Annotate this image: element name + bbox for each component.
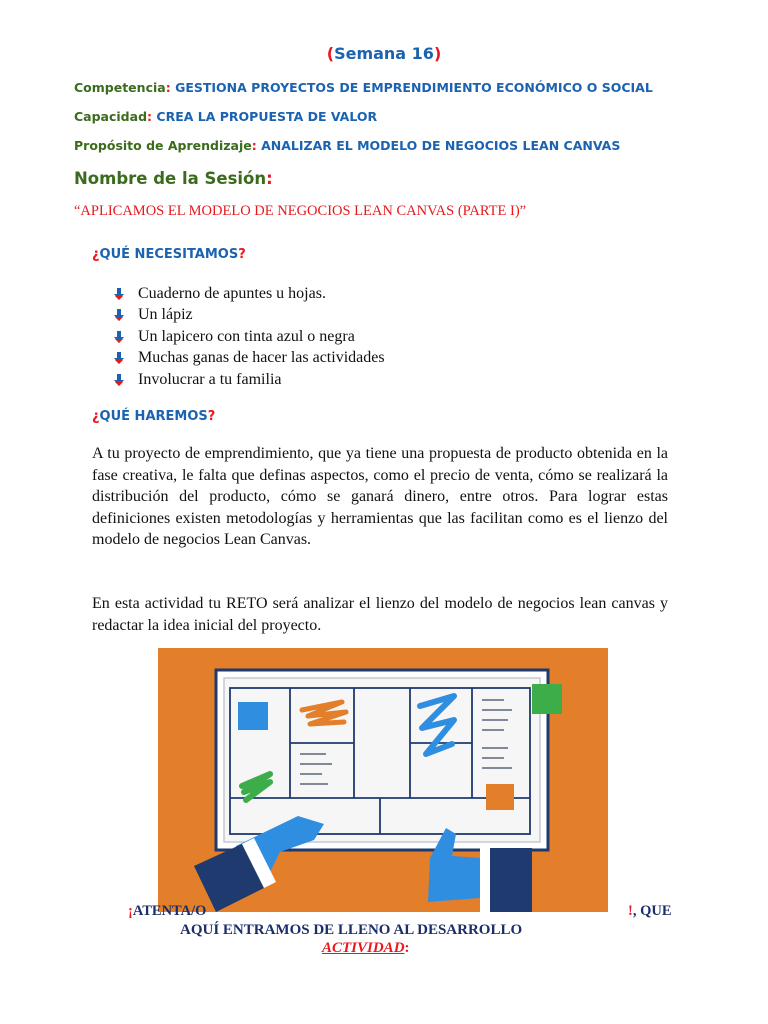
arrow-bullet-icon: [112, 351, 126, 365]
list-item: [112, 369, 385, 391]
do-close-mark: ?: [207, 409, 216, 424]
capacidad-colon: :: [147, 109, 153, 124]
lean-canvas-board-illustration: [158, 648, 608, 912]
do-open-mark: ¿: [92, 409, 100, 424]
cta-left-text: ATENTA/O: [132, 903, 207, 919]
competencia-value: GESTIONA PROYECTOS DE EMPRENDIMIENTO ECONÓMICO O SOCIAL: [175, 80, 653, 95]
capacidad-value: CREA LA PROPUESTA DE VALOR: [156, 109, 378, 124]
need-heading: [92, 247, 246, 262]
session-heading: [74, 169, 273, 188]
proposito-label: Propósito de Aprendizaje: [74, 138, 252, 153]
competencia-colon: :: [165, 80, 171, 95]
list-item: [112, 305, 385, 327]
need-heading-text: QUÉ NECESITAMOS: [99, 247, 239, 262]
list-item-text: Un lápiz: [138, 306, 193, 324]
session-heading-text: Nombre de la Sesión: [74, 169, 267, 188]
arrow-bullet-icon: [112, 308, 126, 322]
do-heading-text: QUÉ HAREMOS: [99, 409, 208, 424]
cta-right-mark: !: [628, 903, 633, 919]
activity-word: ACTIVIDAD: [322, 940, 405, 956]
need-close-mark: ?: [238, 247, 246, 262]
canvas-board: [216, 670, 548, 850]
do-heading: [92, 409, 215, 424]
capacidad-row: [74, 109, 377, 124]
list-item-text: Un lapicero con tinta azul o negra: [138, 327, 355, 345]
list-item-text: Muchas ganas de hacer las actividades: [138, 349, 385, 367]
arrow-bullet-icon: [112, 287, 126, 301]
orange-sticky-note: [486, 784, 514, 810]
activity-colon: :: [404, 940, 410, 956]
cta-middle: AQUÍ ENTRAMOS DE LLENO AL DESARROLLO: [180, 922, 523, 938]
list-item: [112, 283, 385, 305]
list-item-text: Cuaderno de apuntes u hojas.: [138, 284, 326, 302]
blue-sticky-note: [238, 702, 268, 730]
cta-activity: [322, 940, 410, 957]
need-open-mark: ¿: [92, 247, 100, 262]
session-title: “APLICAMOS EL MODELO DE NEGOCIOS LEAN CANVAS (PARTE I)”: [74, 203, 527, 219]
list-item-text: Involucrar a tu familia: [138, 370, 282, 388]
proposito-value: ANALIZAR EL MODELO DE NEGOCIOS LEAN CANVAS: [261, 138, 621, 153]
session-heading-colon: :: [266, 169, 273, 188]
list-item: [112, 326, 385, 348]
challenge-paragraph: En esta actividad tu RETO será analizar el lienzo del modelo de negocios lean canvas y redactar la idea inicial del proyecto.: [92, 595, 668, 634]
competencia-row: [74, 80, 653, 95]
cta-left-mark: ¡: [128, 903, 133, 919]
proposito-row: [74, 138, 620, 153]
green-sticky-note: [532, 684, 562, 714]
list-item: [112, 348, 385, 370]
cta-right-text: , QUE: [632, 903, 672, 919]
week-label: Semana 16: [334, 44, 434, 63]
needs-list: [112, 283, 385, 391]
arrow-bullet-icon: [112, 330, 126, 344]
competencia-label: Competencia: [74, 80, 166, 95]
cta-left: [128, 903, 206, 920]
capacidad-label: Capacidad: [74, 109, 148, 124]
proposito-colon: :: [251, 138, 257, 153]
arrow-bullet-icon: [112, 373, 126, 387]
week-paren-open: (: [326, 44, 335, 63]
week-paren-close: ): [433, 44, 442, 63]
cta-right: [628, 903, 672, 920]
intro-paragraph: A tu proyecto de emprendimiento, que ya tiene una propuesta de producto obtenida en la fase creativa, le falta que definas aspectos, como el precio de venta, cómo se realizará la distribución del producto, cómo se ganará dinero, entre otros. Para lograr estas definiciones existen metodologías y herramientas que las facilitan como es el lienzo del modelo de negocios Lean Canvas.: [92, 445, 668, 548]
week-title: [0, 44, 768, 63]
